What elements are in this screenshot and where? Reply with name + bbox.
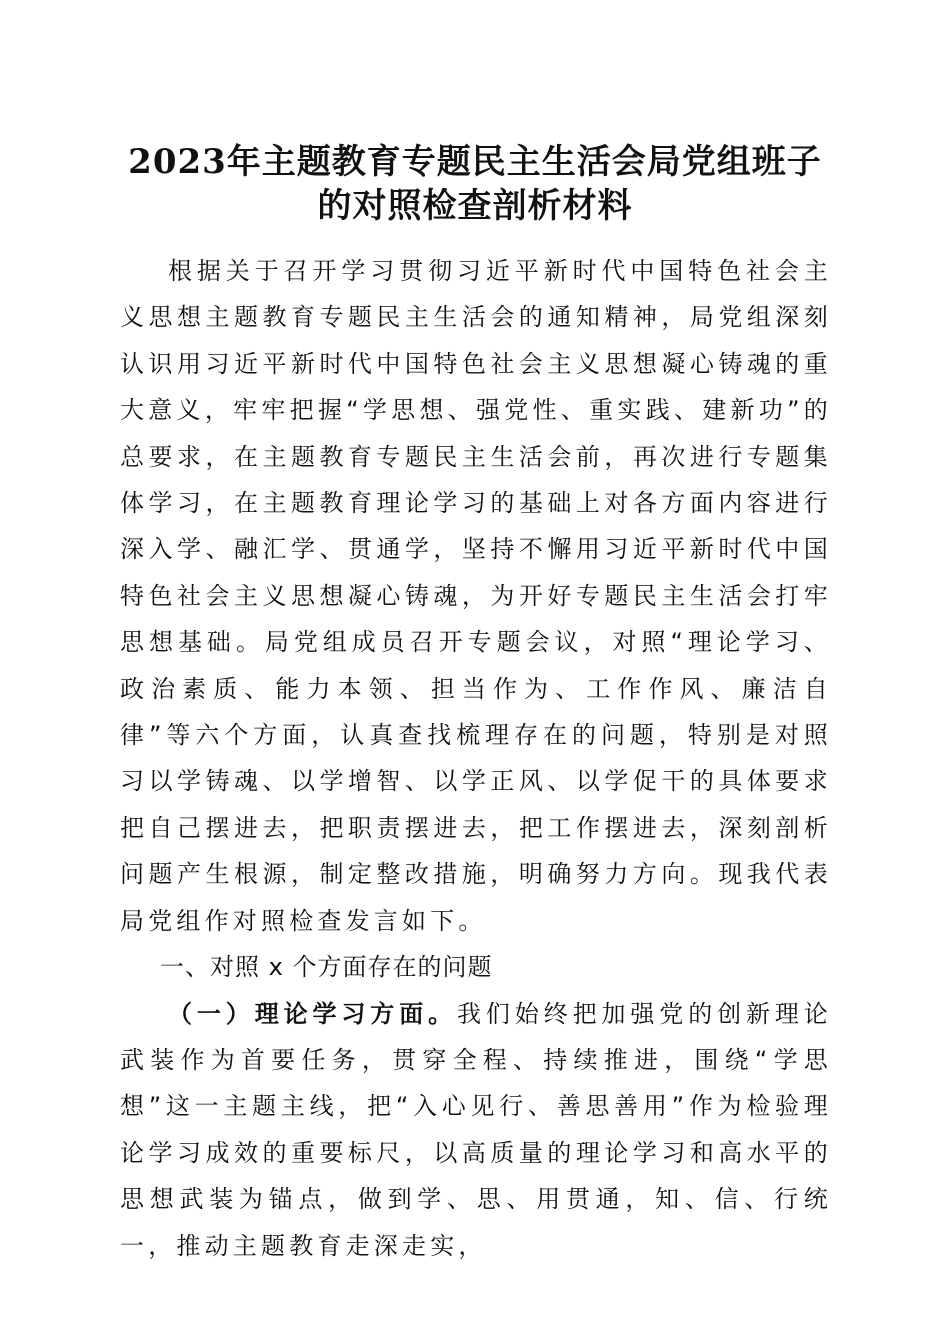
subsection-lead: （一）理论学习方面。 bbox=[168, 999, 457, 1028]
section-heading: 一、对照 x 个方面存在的问题 bbox=[160, 953, 493, 982]
title-line-2: 的对照检查剖析材料 bbox=[317, 186, 633, 226]
subsection-text: 我们始终把加强党的创新理论武装作为首要任务，贯穿全程、持续推进，围绕“学思想”这一主题主线，把“入心见行、善思善用”作为检验理论学习成效的重要标尺，以高质量的理论学习和高水平的思想武装为锚点，做到学、思、用贯通，知、信、行统一，推动主题教育走深走实， bbox=[120, 999, 832, 1260]
subsection-paragraph bbox=[120, 991, 832, 1269]
document-title bbox=[60, 140, 890, 228]
title-line-1: 2023年主题教育专题民主生活会局党组班子 bbox=[128, 142, 822, 182]
document-body bbox=[120, 248, 832, 1269]
intro-paragraph: 根据关于召开学习贯彻习近平新时代中国特色社会主义思想主题教育专题民主生活会的通知精神，局党组深刻认识用习近平新时代中国特色社会主义思想凝心铸魂的重大意义，牢牢把握“学思想、强党性、重实践、建新功”的总要求，在主题教育专题民主生活会前，再次进行专题集体学习，在主题教育理论学习的基础上对各方面内容进行深入学、融汇学、贯通学，坚持不懈用习近平新时代中国特色社会主义思想凝心铸魂，为开好专题民主生活会打牢思想基础。局党组成员召开专题会议，对照“理论学习、政治素质、能力本领、担当作为、工作作风、廉洁自律”等六个方面，认真查找梳理存在的问题，特别是对照习以学铸魂、以学增智、以学正风、以学促干的具体要求把自己摆进去，把职责摆进去，把工作摆进去，深刻剖析问题产生根源，制定整改措施，明确努力方向。现我代表局党组作对照检查发言如下。 bbox=[120, 257, 832, 935]
